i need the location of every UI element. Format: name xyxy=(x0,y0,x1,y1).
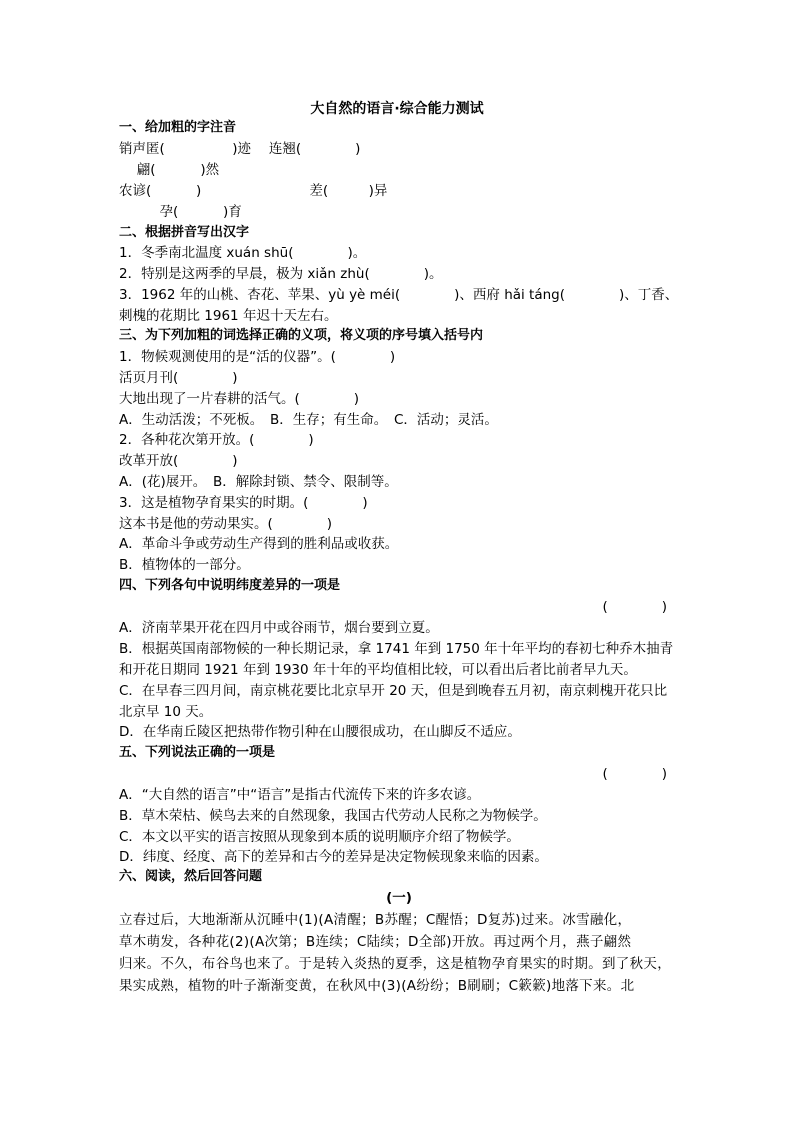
sec2-q1: 1．冬季南北温度 xuán shū( )。 xyxy=(119,245,367,261)
sec4-option-b-line-2: 和开花日期同 1921 年到 1930 年十年的平均值相比较，可以看出后者比前者早九天。 xyxy=(119,662,637,678)
section-3-heading: 三、为下列加粗的词选择正确的义项，将义项的序号填入括号内 xyxy=(119,328,484,343)
sec3-q3-option-a: A．革命斗争或劳动生产得到的胜利品或收获。 xyxy=(119,536,399,552)
reading-subheading: (一) xyxy=(386,890,412,906)
sec5-option-a: A．“大自然的语言”中“语言”是指古代流传下来的许多农谚。 xyxy=(119,787,481,803)
sec4-option-c-line-1: C．在早春三四月间，南京桃花要比北京早开 20 天，但是到晚春五月初，南京刺槐开花只比 xyxy=(119,683,668,699)
sec2-q3b: 刺槐的花期比 1961 年迟十天左右。 xyxy=(119,308,338,324)
sec3-q3-option-b: B．植物体的一部分。 xyxy=(119,557,250,573)
sec4-option-d: D．在华南丘陵区把热带作物引种在山腰很成功，在山脚反不适应。 xyxy=(119,724,521,740)
sec3-q2: 2．各种花次第开放。( ) xyxy=(119,432,314,448)
sec5-option-b: B．草木荣枯、候鸟去来的自然现象，我国古代劳动人民称之为物候学。 xyxy=(119,808,547,824)
sec1-line-2: 翩( )然 xyxy=(119,162,220,178)
sec2-q2: 2．特别是这两季的早晨，极为 xiǎn zhù( )。 xyxy=(119,266,443,282)
sec1-line-3: 农谚( ) 差( )异 xyxy=(119,183,388,199)
sec5-option-c: C．本文以平实的语言按照从现象到本质的说明顺序介绍了物候学。 xyxy=(119,829,520,845)
sec3-q3: 3．这是植物孕育果实的时期。( ) xyxy=(119,495,368,511)
sec3-q1: 1．物候观测使用的是“活的仪器”。( ) xyxy=(119,349,396,365)
document-title: 大自然的语言·综合能力测试 xyxy=(310,101,484,117)
section-6-heading: 六、阅读，然后回答问题 xyxy=(119,869,263,884)
section-2-heading: 二、根据拼音写出汉字 xyxy=(119,225,250,240)
sec3-q1-options: A．生动活泼；不死板。 B．生存；有生命。 C．活动；灵活。 xyxy=(119,412,498,428)
reading-line-4: 果实成熟，植物的叶子渐渐变黄，在秋风中(3)(A纷纷；B刷刷；C簌簌)地落下来。北 xyxy=(119,978,635,994)
sec3-q1b: 活页月刊( ) xyxy=(119,370,238,386)
section-1-heading: 一、给加粗的字注音 xyxy=(119,120,237,135)
sec3-q1c: 大地出现了一片春耕的活气。( ) xyxy=(119,391,360,407)
sec1-line-4: 孕( )育 xyxy=(119,204,242,220)
reading-line-1: 立春过后，大地渐渐从沉睡中(1)(A清醒；B苏醒；C醒悟；D复苏)过来。冰雪融化， xyxy=(119,912,632,928)
sec3-q2-options: A．(花)展开。 B．解除封锁、禁令、限制等。 xyxy=(119,474,398,490)
sec4-option-c-line-2: 北京早 10 天。 xyxy=(119,704,213,720)
reading-line-2: 草木萌发，各种花(2)(A次第；B连续；C陆续；D全部)开放。再过两个月，燕子翩然 xyxy=(119,934,632,950)
sec4-answer-blank: ( ) xyxy=(602,599,667,615)
sec2-q3a: 3．1962 年的山桃、杏花、苹果、yù yè méi( )、西府 hǎi táng( )、丁香、 xyxy=(119,287,679,303)
sec4-option-b-line-1: B．根据英国南部物候的一种长期记录，拿 1741 年到 1750 年十年平均的春初七种乔木抽青 xyxy=(119,641,674,657)
sec5-answer-blank: ( ) xyxy=(602,766,667,782)
sec3-q2b: 改革开放( ) xyxy=(119,453,238,469)
sec3-q3b: 这本书是他的劳动果实。( ) xyxy=(119,516,333,532)
sec1-line-1: 销声匿( )迹 连翘( ) xyxy=(119,141,361,157)
section-4-heading: 四、下列各句中说明纬度差异的一项是 xyxy=(119,578,341,593)
reading-line-3: 归来。不久，布谷鸟也来了。于是转入炎热的夏季，这是植物孕育果实的时期。到了秋天， xyxy=(119,956,671,972)
section-5-heading: 五、下列说法正确的一项是 xyxy=(119,745,276,760)
sec5-option-d: D．纬度、经度、高下的差异和古今的差异是决定物候现象来临的因素。 xyxy=(119,849,548,865)
sec4-option-a: A．济南苹果开花在四月中或谷雨节，烟台要到立夏。 xyxy=(119,620,439,636)
